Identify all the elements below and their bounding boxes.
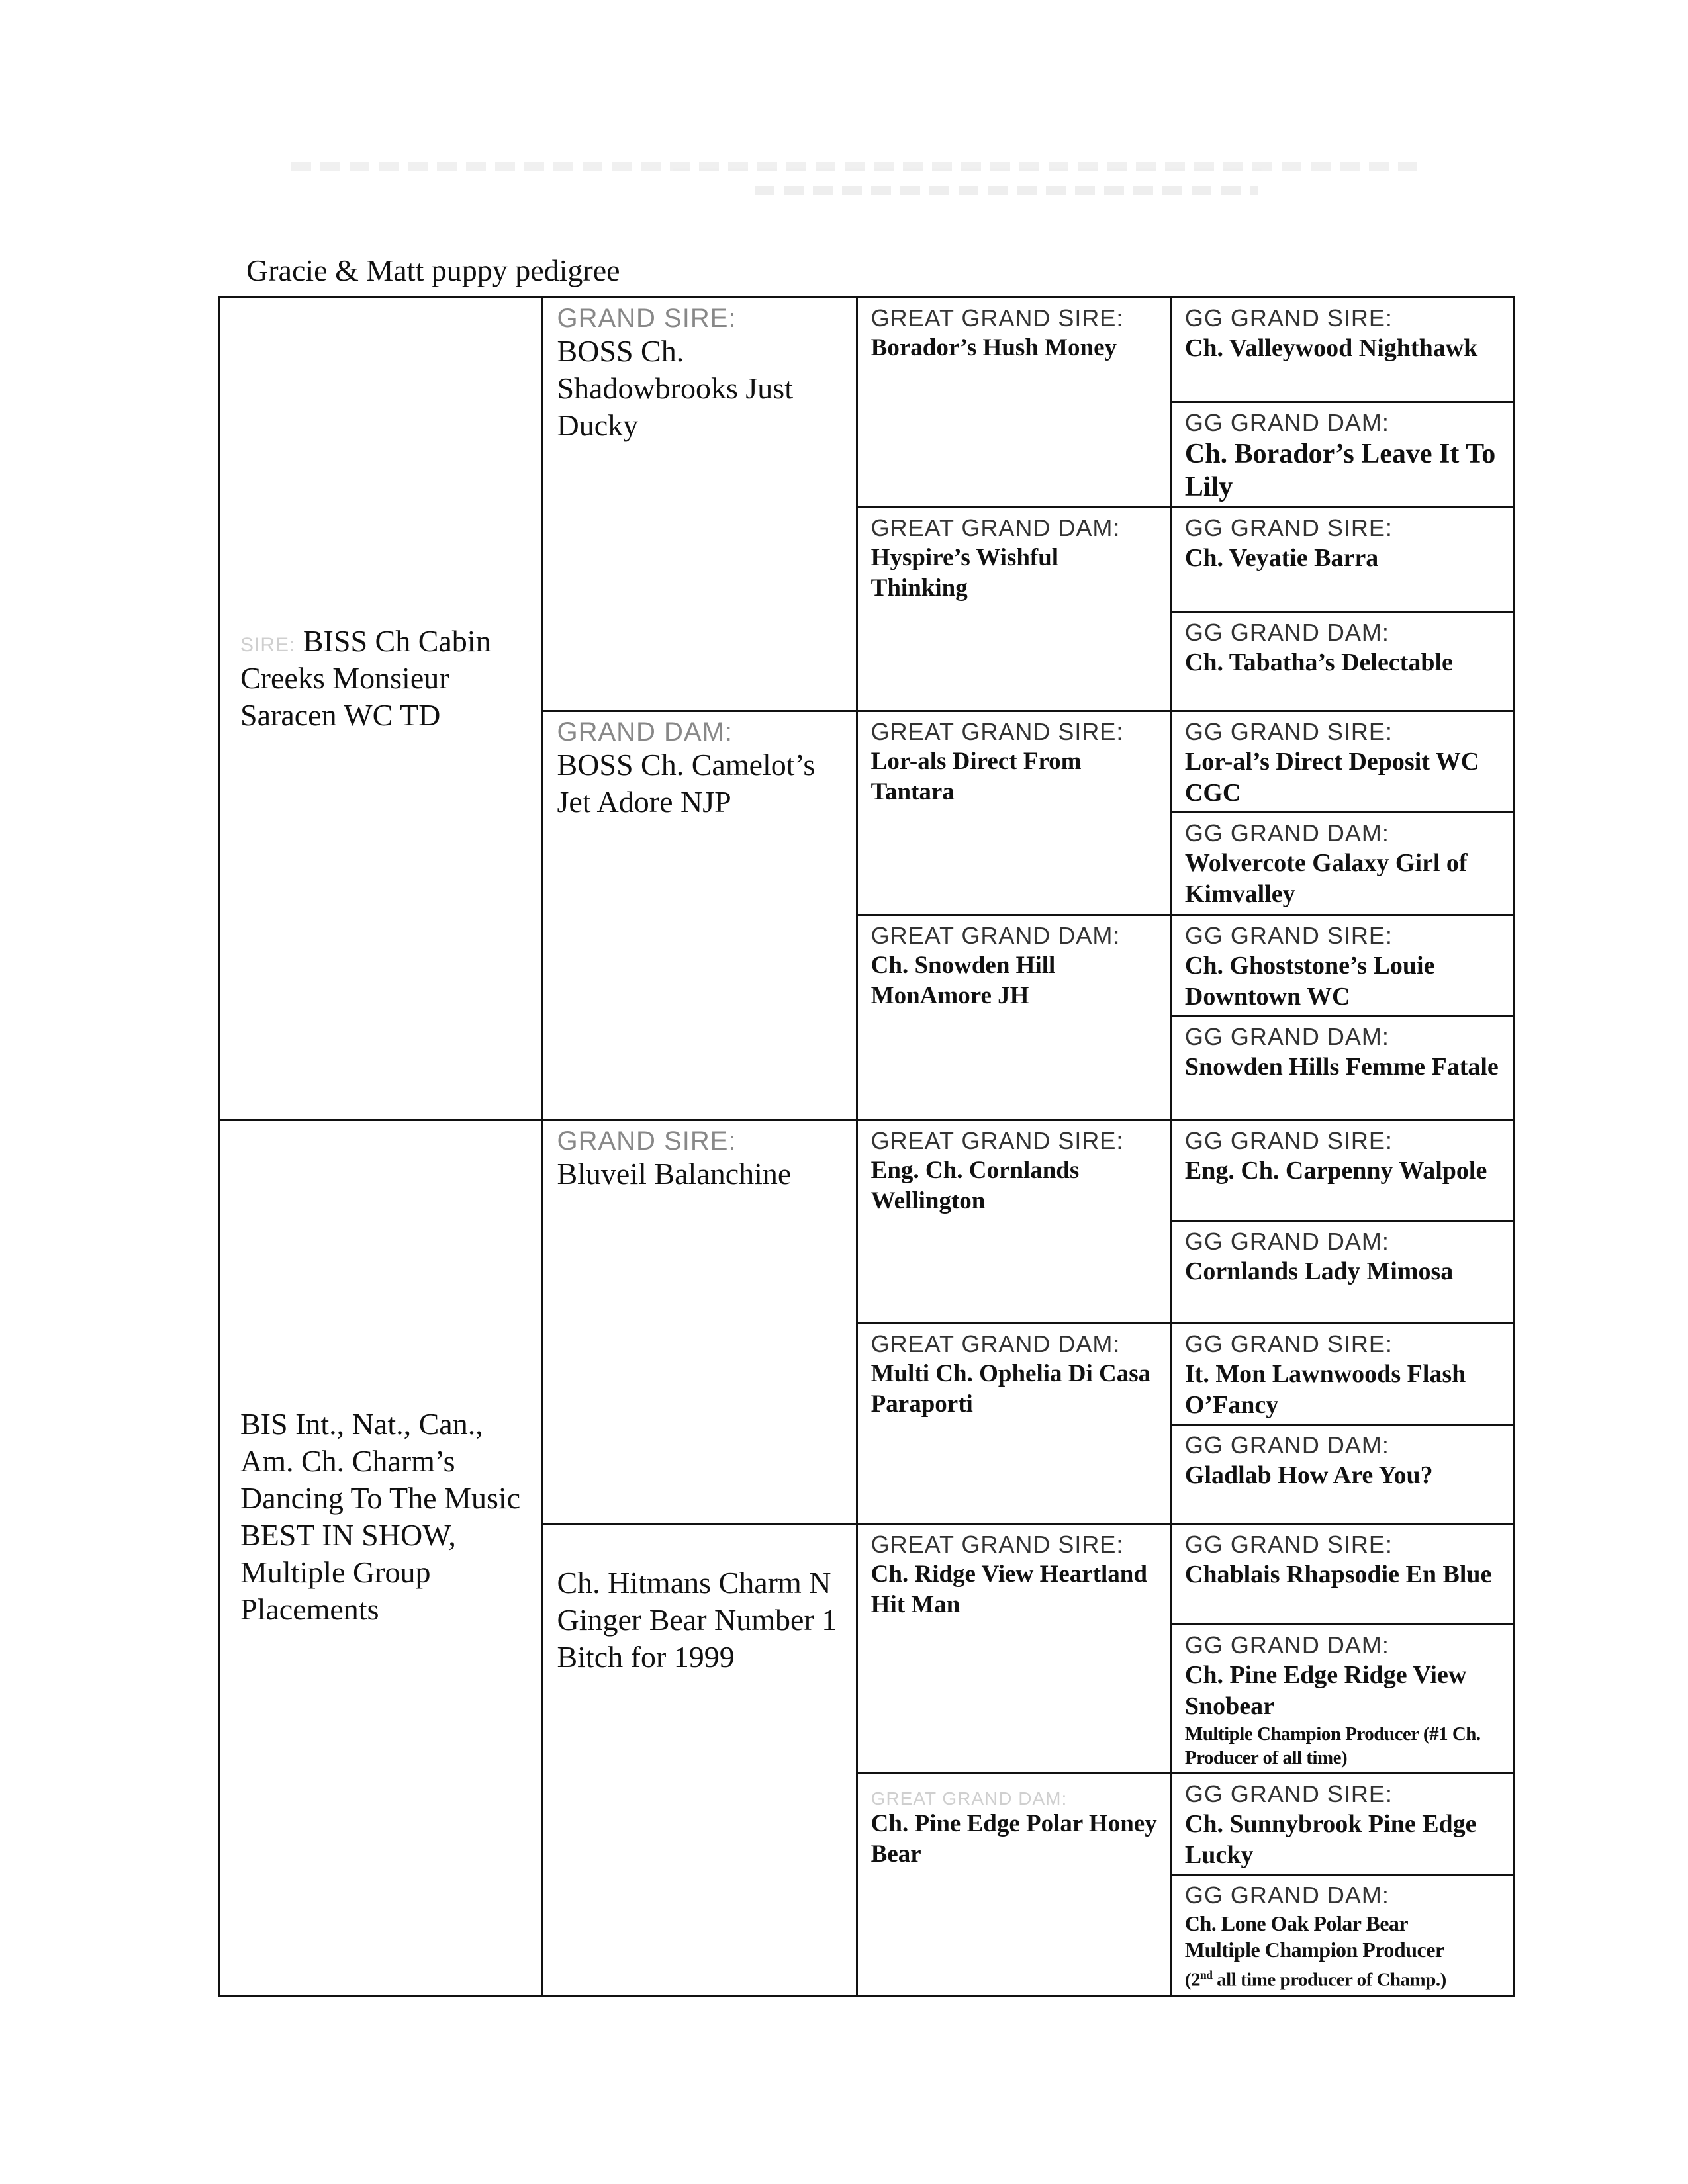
grand-dam-cell — [543, 711, 857, 1120]
gg-grand-sire-cell — [1170, 1120, 1513, 1221]
gg-grand-sire-name: Ch. Valleywood Nighthawk — [1184, 334, 1478, 362]
great-grand-dam-name: Multi Ch. Ophelia Di Casa Paraporti — [870, 1360, 1151, 1418]
gg-grand-dam-label: GG GRAND DAM: — [1184, 1631, 1389, 1659]
gg-grand-dam-cell — [1170, 1017, 1513, 1120]
sire-name: SIRE: BISS Ch Cabin Creeks Monsieur Saracen WC TD — [240, 624, 491, 732]
great-grand-sire-cell — [857, 298, 1170, 508]
gg-grand-dam-cell — [1170, 612, 1513, 711]
grand-sire-name: BOSS Ch. Shadowbrooks Just Ducky — [557, 334, 793, 442]
grand-sire-label: GRAND SIRE: — [557, 304, 737, 333]
gg-grand-dam-name: Gladlab How Are You? — [1184, 1461, 1433, 1489]
great-grand-dam-name: Hyspire’s Wishful Thinking — [870, 544, 1059, 602]
great-grand-sire-label: GREAT GRAND SIRE: — [870, 304, 1124, 332]
gg-grand-dam-label: GG GRAND DAM: — [1184, 1023, 1389, 1050]
dam-title-group-placements: Multiple Group Placements — [240, 1555, 431, 1626]
gg-grand-dam-label: GG GRAND DAM: — [1184, 409, 1389, 436]
grand-sire-label: GRAND SIRE: — [557, 1126, 737, 1156]
gg-grand-sire-name: Lor-al’s Direct Deposit WC CGC — [1184, 748, 1479, 807]
great-grand-sire-label: GREAT GRAND SIRE: — [870, 1127, 1124, 1154]
great-grand-dam-label: GREAT GRAND DAM: — [870, 1330, 1121, 1357]
gg-grand-dam-cell — [1170, 1625, 1513, 1774]
great-grand-sire-label: GREAT GRAND SIRE: — [870, 1531, 1124, 1558]
gg-grand-dam-name: Snowden Hills Femme Fatale — [1184, 1053, 1499, 1081]
great-grand-dam-label: GREAT GRAND DAM: — [870, 1788, 1068, 1809]
gg-grand-dam-name: Cornlands Lady Mimosa — [1184, 1257, 1454, 1285]
gg-grand-sire-name: It. Mon Lawnwoods Flash O’Fancy — [1184, 1360, 1466, 1419]
grand-sire-cell — [543, 1120, 857, 1524]
gg-grand-dam-name: Wolvercote Galaxy Girl of Kimvalley — [1184, 849, 1468, 908]
gg-grand-dam-name: Ch. Tabatha’s Delectable — [1184, 649, 1453, 676]
gg-grand-dam-cell — [1170, 1221, 1513, 1324]
gg-grand-dam-cell — [1170, 813, 1513, 915]
great-grand-sire-name: Ch. Ridge View Heartland Hit Man — [870, 1561, 1147, 1618]
gg-grand-sire-cell — [1170, 298, 1513, 402]
gg-grand-sire-name: Chablais Rhapsodie En Blue — [1184, 1561, 1492, 1588]
gg-grand-dam-cell — [1170, 402, 1513, 508]
grand-dam-label: GRAND DAM: — [557, 717, 733, 747]
great-grand-dam-cell — [857, 1774, 1170, 1996]
gg-grand-dam-label: GG GRAND DAM: — [1184, 619, 1389, 646]
gg-grand-dam-name: Ch. Borador’s Leave It To Lily — [1184, 439, 1496, 502]
great-grand-sire-cell — [857, 1524, 1170, 1774]
great-grand-sire-name: Eng. Ch. Cornlands Wellington — [870, 1157, 1080, 1214]
gg-grand-dam-note-2: (2nd all time producer of Champ.) — [1184, 1968, 1446, 1991]
gg-grand-sire-name: Ch. Veyatie Barra — [1184, 544, 1379, 572]
gg-grand-sire-label: GG GRAND SIRE: — [1184, 304, 1393, 332]
great-grand-sire-cell — [857, 711, 1170, 915]
great-grand-sire-name: Lor-als Direct From Tantara — [870, 748, 1082, 805]
gg-grand-dam-cell — [1170, 1875, 1513, 1996]
gg-grand-dam-note: Multiple Champion Producer — [1184, 1938, 1444, 1962]
gg-grand-sire-label: GG GRAND SIRE: — [1184, 1531, 1393, 1558]
grand-dam-name: Ch. Hitmans Charm N Ginger Bear Number 1 Bitch for 1999 — [557, 1566, 837, 1674]
gg-grand-sire-label: GG GRAND SIRE: — [1184, 514, 1393, 541]
gg-grand-sire-name: Eng. Ch. Carpenny Walpole — [1184, 1157, 1487, 1185]
dam-title-best-in-show: BEST IN SHOW, — [240, 1518, 456, 1552]
page-title: Gracie & Matt puppy pedigree — [246, 253, 620, 287]
great-grand-sire-label: GREAT GRAND SIRE: — [870, 718, 1124, 745]
gg-grand-sire-name: Ch. Sunnybrook Pine Edge Lucky — [1184, 1810, 1477, 1869]
gg-grand-dam-label: GG GRAND DAM: — [1184, 819, 1389, 846]
gg-grand-dam-cell — [1170, 1425, 1513, 1524]
gg-grand-dam-label: GG GRAND DAM: — [1184, 1882, 1389, 1909]
grand-dam-cell — [543, 1524, 857, 1996]
great-grand-dam-label: GREAT GRAND DAM: — [870, 922, 1121, 949]
gg-grand-sire-cell — [1170, 1324, 1513, 1425]
great-grand-dam-cell — [857, 508, 1170, 711]
great-grand-dam-label: GREAT GRAND DAM: — [870, 514, 1121, 541]
gg-grand-sire-label: GG GRAND SIRE: — [1184, 718, 1393, 745]
gg-grand-dam-name: Ch. Lone Oak Polar Bear — [1184, 1911, 1409, 1935]
gg-grand-sire-cell — [1170, 1524, 1513, 1625]
gg-grand-sire-label: GG GRAND SIRE: — [1184, 922, 1393, 949]
great-grand-dam-name: Ch. Pine Edge Polar Honey Bear — [870, 1810, 1157, 1868]
great-grand-sire-cell — [857, 1120, 1170, 1324]
gg-grand-sire-label: GG GRAND SIRE: — [1184, 1330, 1393, 1357]
faint-letterhead — [291, 162, 1417, 222]
pedigree-table — [218, 296, 1515, 1997]
dam-name: BIS Int., Nat., Can., Am. Ch. Charm’s Dancing To The Music — [240, 1407, 521, 1515]
great-grand-sire-name: Borador’s Hush Money — [870, 334, 1117, 361]
gg-grand-sire-label: GG GRAND SIRE: — [1184, 1127, 1393, 1154]
table-row — [220, 1120, 1514, 1221]
gg-grand-dam-label: GG GRAND DAM: — [1184, 1432, 1389, 1459]
gg-grand-sire-name: Ch. Ghoststone’s Louie Downtown WC — [1184, 952, 1435, 1011]
gg-grand-dam-label: GG GRAND DAM: — [1184, 1228, 1389, 1255]
gg-grand-sire-cell — [1170, 711, 1513, 813]
gg-grand-sire-label: GG GRAND SIRE: — [1184, 1780, 1393, 1807]
gg-grand-dam-name: Ch. Pine Edge Ridge View Snobear — [1184, 1661, 1467, 1720]
grand-dam-name: BOSS Ch. Camelot’s Jet Adore NJP — [557, 748, 816, 819]
great-grand-dam-name: Ch. Snowden Hill MonAmore JH — [870, 952, 1056, 1009]
gg-grand-sire-cell — [1170, 508, 1513, 612]
grand-sire-name: Bluveil Balanchine — [557, 1157, 792, 1191]
gg-grand-sire-cell — [1170, 1774, 1513, 1875]
gg-grand-sire-cell — [1170, 915, 1513, 1017]
table-row — [220, 298, 1514, 402]
sire-cell — [220, 298, 543, 1120]
gg-grand-dam-note: Multiple Champion Producer (#1 Ch. Producer of all time) — [1184, 1723, 1481, 1768]
sire-label: SIRE: — [240, 634, 296, 656]
grand-sire-cell — [543, 298, 857, 711]
great-grand-dam-cell — [857, 1324, 1170, 1524]
great-grand-dam-cell — [857, 915, 1170, 1120]
dam-cell — [220, 1120, 543, 1996]
